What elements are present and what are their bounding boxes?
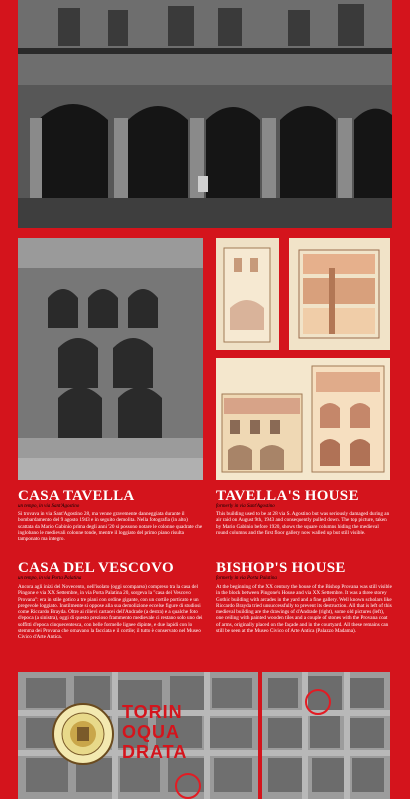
casa-del-vescovo-body: Ancora agli inizi del Novecento, nell'isolato (oggi scomparso) compreso tra la casa del Pingone e via XX Settembre, in via Porta Palatina 20, sorgeva la "casa del Vescovo Provana": era in stile gotico a tre piani con ordine gigante, con un cortile porticato e un pregevole loggiato. Inutilmente si oppose alla sua demolizione eccelse figure di studiosi come Riccardo Brayda. Oltre ai rilievi cartacei dell'Andrade (a destra) e a qualche foto d'epoca (a sinistra), oggi di questo prezioso frammento medievale ci restano solo uno dei soffitti d'epoca cinquecentesca, con belle formelle lignee dipinte, e due lapidi con lo stemma dei Provana che ornavano la facciata e il cortile; il tutto è conservato nel Museo Civico d'Arte Antica. (18, 584, 203, 641)
courtyard-photo (18, 0, 392, 228)
tavellas-house-title: TAVELLA'S HOUSE (216, 488, 359, 504)
casa-tavella-title: CASA TAVELLA (18, 488, 135, 504)
tavellas-house-subtitle: formerly in via Sant'Agostino (216, 504, 275, 509)
drawing-section-top-right-art (289, 238, 390, 350)
torino-quadrata-line3: DRATA (122, 742, 188, 762)
casa-del-vescovo-subtitle: un tempo, in via Porta Palatina (18, 576, 82, 581)
aerial-map-right (262, 672, 390, 799)
courtyard-illustration (18, 0, 392, 228)
drawing-facade-bottom (216, 358, 390, 480)
bishops-house-body: At the beginning of the XX century the house of the Bishop Provana was still visible in the block between Pingone's House and via XX Settembre. It was a three storey Gothic building with arcades in the yard and a fine gallery. Well known scholars like Riccardo Brayda tried unsuccessfully to prevent its destruction. All that is left of this medieval building are the drawings of d'Andrade (right), some old pictures (left), one ceiling with painted wooden tiles and a couple of stones with the Provana coat of arms, originally placed on the façade and in the courtyard. All these remains can still be seen at the Museo Civico of Arte Antica (Palazzo Madama). (216, 584, 392, 635)
casa-tavella-subtitle: un tempo, in via Sant'Agostino (18, 504, 80, 509)
drawing-section-top-right (289, 238, 390, 350)
seal-icon (54, 705, 112, 763)
bishops-house-title: BISHOP'S HOUSE (216, 560, 346, 576)
casa-tavella-body: Si trovava in via Sant'Agostino 28, ma venne gravemente danneggiata durante il bombardamento del 9 agosto 1943 e in seguito demolita. Nella fotografia (in alto) scattata da Mario Gabinio prima degli anni '20 si possono notare le colonne quadrate che inglobano le medievali colonne tonde, mentre il loggiato del primo piano risulta tamponato ma integro. (18, 511, 203, 543)
torino-quadrata-line2: OQUA (122, 722, 180, 742)
logo-block (52, 703, 210, 769)
torino-quadrata-line1: TORIN (122, 702, 183, 722)
ruins-illustration (18, 238, 203, 480)
drawing-elevation-top-left (216, 238, 279, 350)
drawing-elevation-top-left-art (216, 238, 279, 350)
bishops-house-subtitle: formerly in via Porta Palatina (216, 576, 277, 581)
archaeological-group-seal (52, 703, 114, 765)
aerial-map-right-art (262, 672, 390, 799)
casa-del-vescovo-title: CASA DEL VESCOVO (18, 560, 174, 576)
ruins-photo (18, 238, 203, 480)
tavellas-house-body: This building used to be at 28 via S. Agostino but was seriously damaged during an air raid on August 9th, 1943 and consequently pulled down. The top picture, taken by Mario Gabinio before 1920, shows the square columns hiding the medieval round columns and the first floor gallery now walled up but still visible. (216, 511, 390, 536)
drawing-facade-bottom-art (216, 358, 390, 480)
